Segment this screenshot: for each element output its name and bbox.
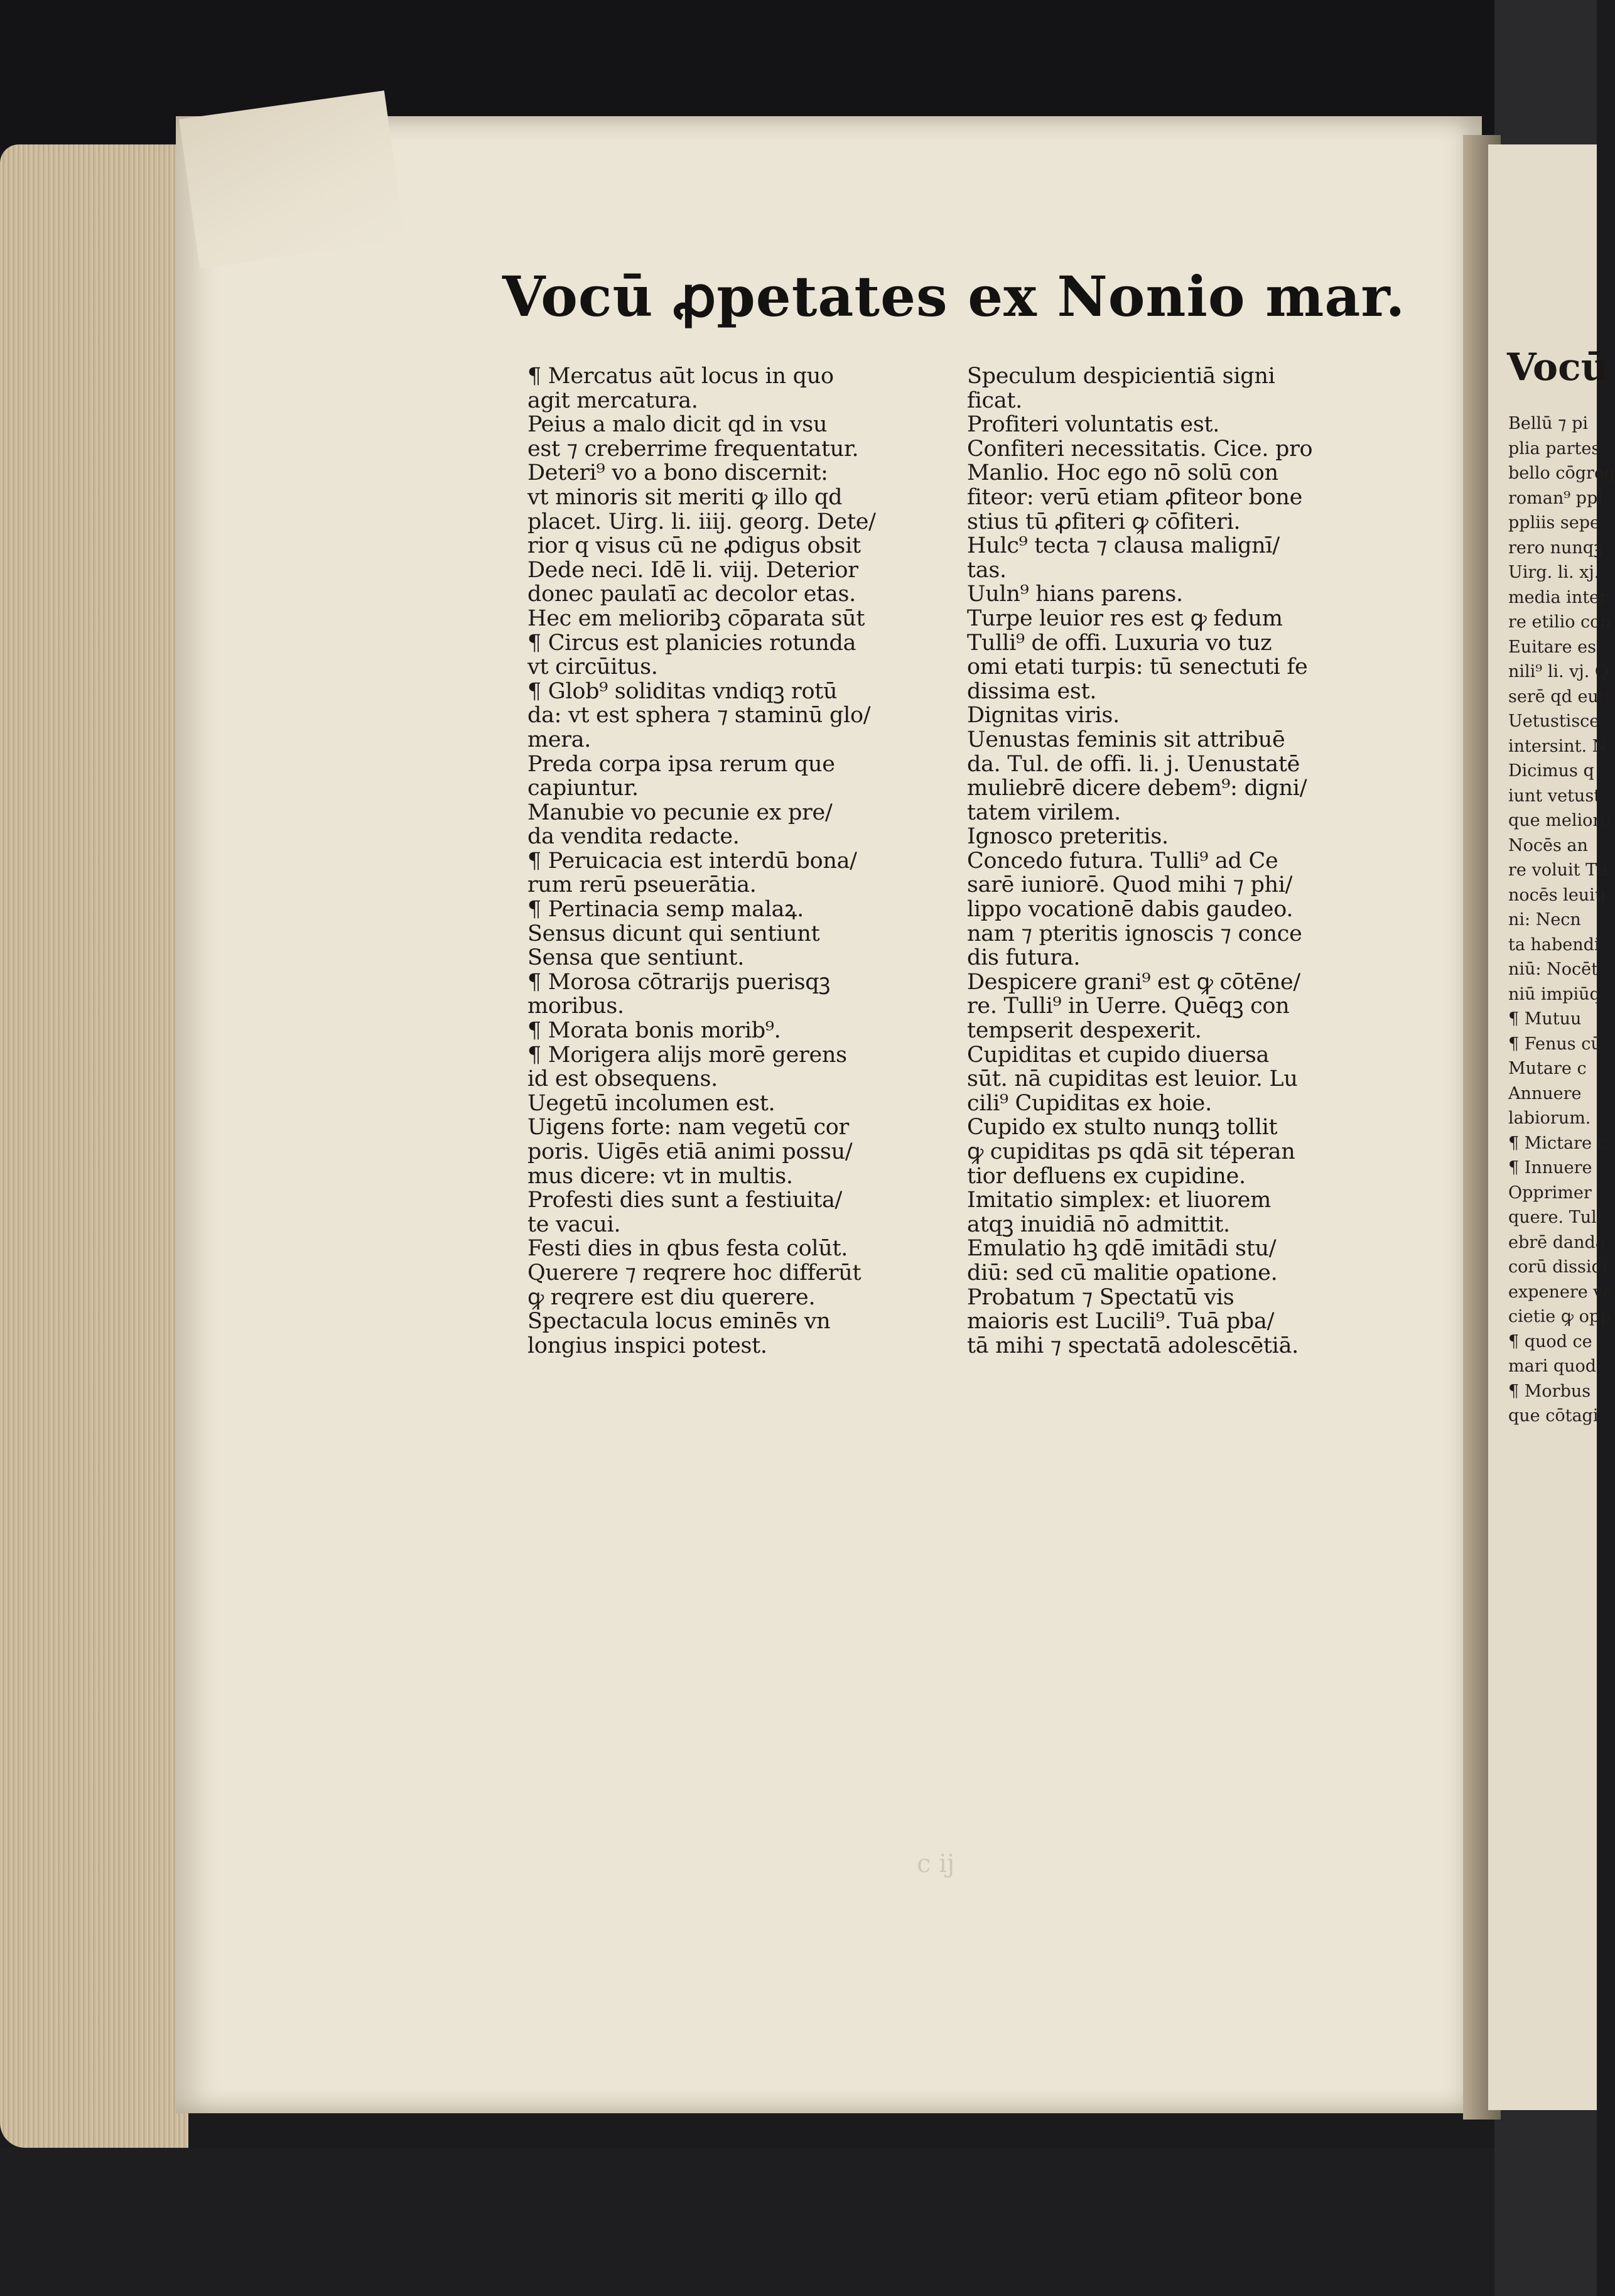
text-line: tas. [967, 557, 1007, 583]
facing-page-line: ppliis sepe [1508, 513, 1601, 533]
facing-page-line: plia partes [1508, 438, 1601, 458]
text-line: Preda corpa ipsa rerum que [527, 751, 835, 777]
text-line: te vacui. [527, 1211, 621, 1237]
text-line: ¶ Peruicacia est interdū bona/ [527, 848, 857, 874]
text-line: Imitatio simplex: et liuorem [967, 1188, 1272, 1213]
text-line: diū: sed cū malitie opatione. [967, 1260, 1278, 1286]
text-line: cili⁹ Cupiditas ex hoie. [967, 1090, 1212, 1116]
text-line: dissima est. [967, 678, 1097, 704]
text-line: Spectacula locus eminēs vn [527, 1309, 831, 1335]
text-line: stius tū ꝓfiteri ꝙ cōfiteri. [967, 509, 1241, 534]
text-line: capiuntur. [527, 776, 639, 801]
text-line: placet. Uirg. li. iiij. georg. Dete/ [527, 509, 876, 534]
text-line: Manlio. Hoc ego nō solū con [967, 460, 1278, 486]
text-line: Dignitas viris. [967, 703, 1120, 728]
text-line: ꝙ cupiditas ps qdā sit téperan [967, 1139, 1295, 1164]
facing-page-line: ¶ quod ce [1508, 1331, 1592, 1351]
facing-page-line: intersint. N [1508, 736, 1607, 756]
text-line: Concedo futura. Tulli⁹ ad Ce [967, 848, 1278, 874]
text-line: ficat. [967, 387, 1023, 413]
text-line: est ⁊ creberrime frequentatur. [527, 436, 859, 462]
text-line: Probatum ⁊ Spectatū vis [967, 1284, 1234, 1310]
text-line: Sensa que sentiunt. [527, 945, 745, 971]
text-line: Dede neci. Idē li. viij. Deterior [527, 557, 858, 583]
folded-page-corner [179, 90, 405, 269]
text-line: da. Tul. de offi. li. j. Uenustatē [967, 751, 1300, 777]
book-page-edges [0, 144, 188, 2148]
text-line: tempserit despexerit. [967, 1018, 1202, 1044]
dark-backdrop-bottom [0, 2148, 1597, 2296]
text-line: Peius a malo dicit qd in vsu [527, 412, 828, 438]
facing-page-line: ta habendi [1508, 934, 1600, 955]
text-line: sūt. nā cupiditas est leuior. Lu [967, 1066, 1298, 1092]
text-line: tior defluens ex cupidine. [967, 1163, 1246, 1189]
facing-page-line: Opprimer [1508, 1183, 1592, 1203]
facing-page-title: Vocū [1507, 345, 1609, 389]
facing-page-line: ¶ Mictare c [1508, 1133, 1607, 1153]
text-line: ¶ Mercatus aūt locus in quo [527, 364, 834, 389]
text-line: poris. Uigēs etiā animi possu/ [527, 1139, 853, 1164]
text-line: ¶ Circus est planicies rotunda [527, 630, 856, 656]
facing-page-line: Mutare c [1508, 1059, 1587, 1078]
text-line: vt circūitus. [527, 654, 658, 680]
text-line: Uegetū incolumen est. [527, 1090, 775, 1116]
facing-page-line: que meliora [1508, 811, 1611, 830]
text-line: re. Tulli⁹ in Uerre. Quēqꝫ con [967, 994, 1290, 1019]
facing-page-line: ¶ Mutuu [1508, 1009, 1582, 1029]
right-text-column [967, 364, 1419, 1358]
text-line: Turpe leuior res est ꝙ fedum [967, 605, 1283, 631]
text-line: ¶ Morigera alijs morē gerens [527, 1042, 847, 1068]
text-line: maioris est Lucili⁹. Tuā pba/ [967, 1309, 1275, 1335]
left-text-column [527, 364, 980, 1358]
text-line: da: vt est sphera ⁊ staminū glo/ [527, 703, 871, 728]
text-line: Querere ⁊ reqrere hoc differūt [527, 1260, 862, 1286]
text-line: ¶ Morata bonis morib⁹. [527, 1018, 781, 1044]
facing-page-line: Dicimus q [1508, 761, 1594, 781]
facing-page-line: ¶ Morbus [1508, 1381, 1591, 1401]
text-line: rior q visus cū ne ꝓdigus obsit [527, 533, 861, 559]
page-header: Vocū ꝓpetates ex Nonio mar. [502, 264, 1406, 329]
facing-page-line: ebrē danda [1508, 1232, 1606, 1252]
text-line: Confiteri necessitatis. Cice. pro [967, 436, 1313, 462]
text-line: Uigens forte: nam vegetū cor [527, 1115, 849, 1140]
text-line: Uuln⁹ hians parens. [967, 582, 1183, 607]
facing-page-line: ¶ Fenus cū [1508, 1034, 1602, 1054]
text-line: ¶ Glob⁹ soliditas vndiqꝫ rotū [527, 678, 838, 704]
text-line: Hulc⁹ tecta ⁊ clausa malignī/ [967, 533, 1280, 559]
text-line: id est obsequens. [527, 1066, 718, 1092]
facing-page-line: re voluit Tu [1508, 860, 1608, 880]
text-line: Manubie vo pecunie ex pre/ [527, 799, 833, 825]
text-line: Profiteri voluntatis est. [967, 412, 1220, 438]
text-line: Cupido ex stulto nunqꝫ tollit [967, 1115, 1278, 1140]
text-line: agit mercatura. [527, 387, 698, 413]
facing-page-line: rero nunqꝫ [1508, 538, 1602, 558]
text-line: Sensus dicunt qui sentiunt [527, 921, 820, 946]
facing-page-line: Uetustisce [1508, 712, 1600, 731]
facing-page-line: mari quod [1508, 1356, 1597, 1376]
facing-page-line: serē qd euit [1508, 686, 1611, 707]
facing-page-line: niū: Nocēt [1508, 960, 1598, 979]
text-line: Deteri⁹ vo a bono discernit: [527, 460, 828, 486]
facing-page-line: ¶ Innuere [1508, 1158, 1592, 1178]
text-line: Uenustas feminis sit attribuē [967, 727, 1285, 752]
text-line: ¶ Pertinacia semp malaꝝ. [527, 897, 804, 923]
facing-page-line: que cōtagi [1508, 1406, 1599, 1426]
text-line: Tulli⁹ de offi. Luxuria vo tuz [967, 630, 1272, 656]
facing-page-line: Annuere [1508, 1083, 1582, 1103]
text-line: da vendita redacte. [527, 824, 740, 850]
facing-page-line: Nocēs an [1508, 835, 1588, 855]
text-line: Profesti dies sunt a festiuita/ [527, 1188, 843, 1213]
facing-page-line: bello cōgreg [1508, 463, 1615, 483]
text-line: muliebrē dicere debem⁹: digni/ [967, 776, 1307, 801]
facing-page-line: media inter [1508, 587, 1607, 607]
facing-page-line: nocēs leuiu [1508, 885, 1606, 905]
facing-page-line: re etilio con [1508, 612, 1611, 632]
text-line: nam ⁊ pteritis ignoscis ⁊ conce [967, 921, 1302, 946]
text-line: tatem virilem. [967, 799, 1121, 825]
text-line: Speculum despicientiā signi [967, 364, 1275, 389]
text-line: omi etati turpis: tū senectuti fe [967, 654, 1308, 680]
facing-page-line: Euitare est [1508, 637, 1603, 657]
text-line: Ignosco preteritis. [967, 824, 1169, 850]
text-line: vt minoris sit meriti ꝙ illo qd [527, 484, 843, 510]
bleed-through-signature-mark: c ij [917, 1849, 955, 1878]
text-line: Festi dies in qbus festa colūt. [527, 1236, 848, 1262]
facing-page-line: Uirg. li. xj. [1508, 563, 1600, 582]
facing-page-line: cietie ꝙ opp [1508, 1307, 1611, 1326]
text-line: sarē iuniorē. Quod mihi ⁊ phi/ [967, 872, 1293, 898]
facing-page-line: roman⁹ ppl [1508, 488, 1603, 508]
facing-page-line: quere. Tull [1508, 1208, 1602, 1227]
facing-page-line: niū impiūq [1508, 984, 1601, 1004]
text-line: moribus. [527, 994, 624, 1019]
text-line: longius inspici potest. [527, 1333, 767, 1358]
text-line: mus dicere: vt in multis. [527, 1163, 793, 1189]
facing-page-line: ni: Necn [1508, 910, 1581, 929]
facing-page-line: iunt vetust [1508, 786, 1601, 806]
text-line: dis futura. [967, 945, 1081, 971]
text-line: tā mihi ⁊ spectatā adolescētiā. [967, 1333, 1299, 1358]
text-line: lippo vocationē dabis gaudeo. [967, 897, 1294, 923]
text-line: Despicere grani⁹ est ꝙ cōtēne/ [967, 969, 1300, 995]
text-line: Hec em melioribꝫ cōparata sūt [527, 605, 865, 631]
facing-page-line: expenere ve [1508, 1282, 1613, 1302]
facing-page-line: labiorum. [1508, 1108, 1591, 1128]
text-line: ¶ Morosa cōtrarijs puerisqꝫ [527, 969, 830, 995]
facing-page-fragment [1488, 144, 1615, 2110]
facing-page-line: Bellū ⁊ pi [1508, 414, 1588, 433]
facing-page-line: nili⁹ li. vj. Q [1508, 662, 1609, 681]
facing-page-line: corū dissidi [1508, 1257, 1608, 1277]
text-line: donec paulatī ac decolor etas. [527, 582, 856, 607]
text-line: ꝙ reqrere est diu querere. [527, 1284, 816, 1310]
text-line: rum rerū pseuerātia. [527, 872, 757, 898]
text-line: mera. [527, 727, 591, 752]
text-line: Cupiditas et cupido diuersa [967, 1042, 1270, 1068]
text-line: Emulatio hꝫ qdē imitādi stu/ [967, 1236, 1277, 1262]
facing-page-text [1508, 411, 1615, 1429]
text-line: atqꝫ inuidiā nō admittit. [967, 1211, 1230, 1237]
text-line: fiteor: verū etiam ꝓfiteor bone [967, 484, 1303, 510]
